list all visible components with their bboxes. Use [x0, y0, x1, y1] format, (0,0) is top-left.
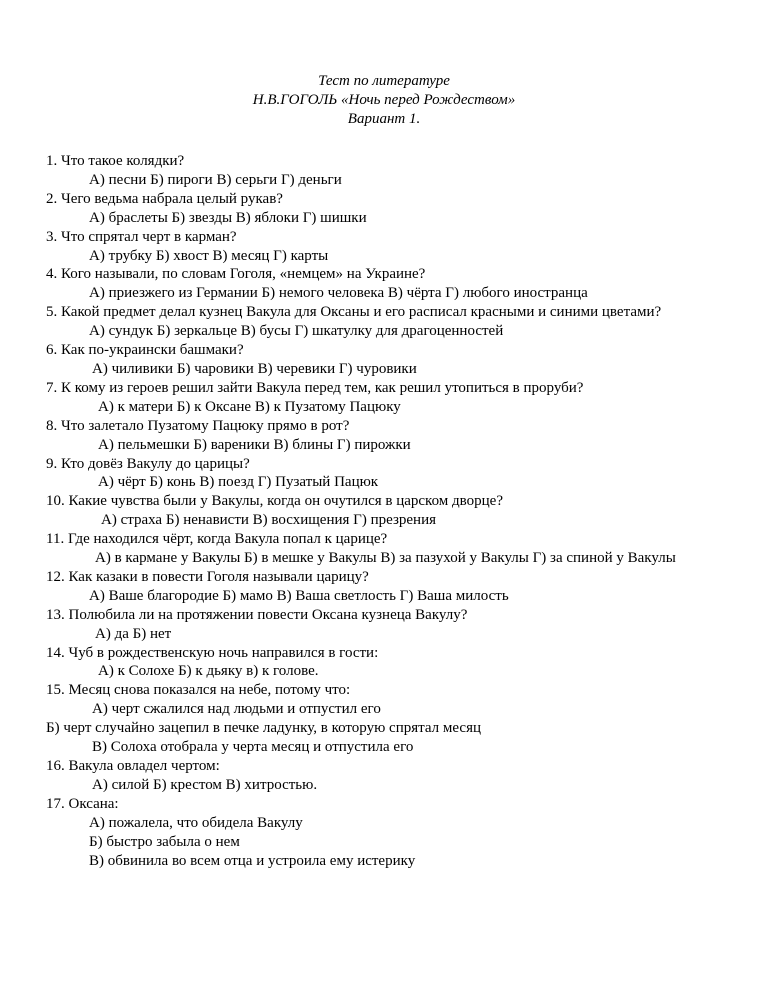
- question-4: [46, 265, 768, 303]
- question-text: 8. Что залетало Пузатому Пацюку прямо в рот?: [46, 417, 350, 434]
- question-text: 2. Чего ведьма набрала целый рукав?: [46, 190, 283, 207]
- question-text: 11. Где находился чёрт, когда Вакула попал к царице?: [46, 531, 388, 548]
- question-9: [46, 455, 768, 493]
- answer-option-b: Б) быстро забыла о нем: [89, 833, 240, 850]
- question-11: [46, 530, 768, 568]
- answer-options: А) приезжего из Германии Б) немого человека В) чёрта Г) любого иностранца: [89, 285, 588, 302]
- question-10: [46, 492, 768, 530]
- question-text: 1. Что такое колядки?: [46, 153, 185, 169]
- question-16: [46, 757, 768, 795]
- question-text: 5. Какой предмет делал кузнец Вакула для Оксаны и его расписал красными и синими цветами?: [46, 304, 662, 321]
- question-2: [46, 190, 768, 228]
- answer-options: А) сундук Б) зеркальце В) бусы Г) шкатулку для драгоценностей: [89, 323, 504, 340]
- test-title: Тест по литературе: [318, 73, 450, 89]
- answer-option-a: А) пожалела, что обидела Вакулу: [89, 814, 303, 831]
- question-13: [46, 606, 768, 644]
- question-17: [46, 795, 768, 871]
- question-text: 12. Как казаки в повести Гоголя называли царицу?: [46, 568, 369, 585]
- work-title: Н.В.ГОГОЛЬ «Ночь перед Рождеством»: [252, 92, 516, 108]
- question-3: [46, 228, 768, 266]
- question-12: [46, 568, 768, 606]
- answer-option-b: Б) черт случайно зацепил в печке ладунку, в которую спрятал месяц: [46, 720, 481, 737]
- answer-options: А) в кармане у Вакулы Б) в мешке у Вакулы В) за пазухой у Вакулы Г) за спиной у Вакулы: [95, 550, 676, 567]
- question-text: 13. Полюбила ли на протяжении повести Оксана кузнеца Вакулу?: [46, 606, 468, 623]
- question-5: [46, 303, 768, 341]
- answer-options: А) к Солохе Б) к дьяку в) к голове.: [98, 663, 319, 680]
- question-14: [46, 644, 768, 682]
- question-6: [46, 341, 768, 379]
- question-7: [46, 379, 768, 417]
- answer-option-c: В) Солоха отобрала у черта месяц и отпустила его: [92, 739, 414, 756]
- answer-options: А) трубку Б) хвост В) месяц Г) карты: [89, 247, 329, 264]
- question-text: 4. Кого называли, по словам Гоголя, «немцем» на Украине?: [46, 266, 426, 283]
- variant-label: Вариант 1.: [347, 111, 421, 127]
- question-text: 17. Оксана:: [46, 795, 119, 812]
- question-text: 10. Какие чувства были у Вакулы, когда он очутился в царском дворце?: [46, 493, 503, 510]
- answer-options: А) страха Б) ненависти В) восхищения Г) презрения: [101, 512, 436, 529]
- answer-options: А) чиливики Б) чаровики В) черевики Г) чуровики: [92, 360, 417, 377]
- answer-options: А) да Б) нет: [95, 625, 172, 642]
- question-1: [46, 152, 768, 190]
- answer-options: А) браслеты Б) звезды В) яблоки Г) шишки: [89, 209, 367, 226]
- answer-options: А) к матери Б) к Оксане В) к Пузатому Пацюку: [98, 398, 401, 415]
- answer-options: А) чёрт Б) конь В) поезд Г) Пузатый Пацюк: [98, 474, 379, 491]
- answer-option-c: В) обвинила во всем отца и устроила ему истерику: [89, 852, 416, 869]
- question-list: [46, 152, 768, 870]
- answer-options: А) Ваше благородие Б) мамо В) Ваша светлость Г) Ваша милость: [89, 587, 509, 604]
- question-text: 16. Вакула овладел чертом:: [46, 758, 220, 774]
- answer-options: А) песни Б) пироги В) серьги Г) деньги: [89, 171, 342, 188]
- answer-option-a: А) черт сжалился над людьми и отпустил его: [92, 701, 381, 718]
- question-text: 7. К кому из героев решил зайти Вакула перед тем, как решил утопиться в проруби?: [46, 379, 584, 396]
- question-text: 6. Как по-украински башмаки?: [46, 342, 244, 359]
- answer-options: А) пельмешки Б) вареники В) блины Г) пирожки: [98, 436, 411, 453]
- question-8: [46, 417, 768, 455]
- question-text: 3. Что спрятал черт в карман?: [46, 228, 237, 245]
- question-text: 9. Кто довёз Вакулу до царицы?: [46, 455, 250, 472]
- question-15: [46, 681, 768, 757]
- question-text: 14. Чуб в рождественскую ночь направился в гости:: [46, 644, 379, 661]
- answer-options: А) силой Б) крестом В) хитростью.: [92, 776, 318, 793]
- question-text: 15. Месяц снова показался на небе, потому что:: [46, 682, 351, 699]
- document-header: [0, 72, 768, 129]
